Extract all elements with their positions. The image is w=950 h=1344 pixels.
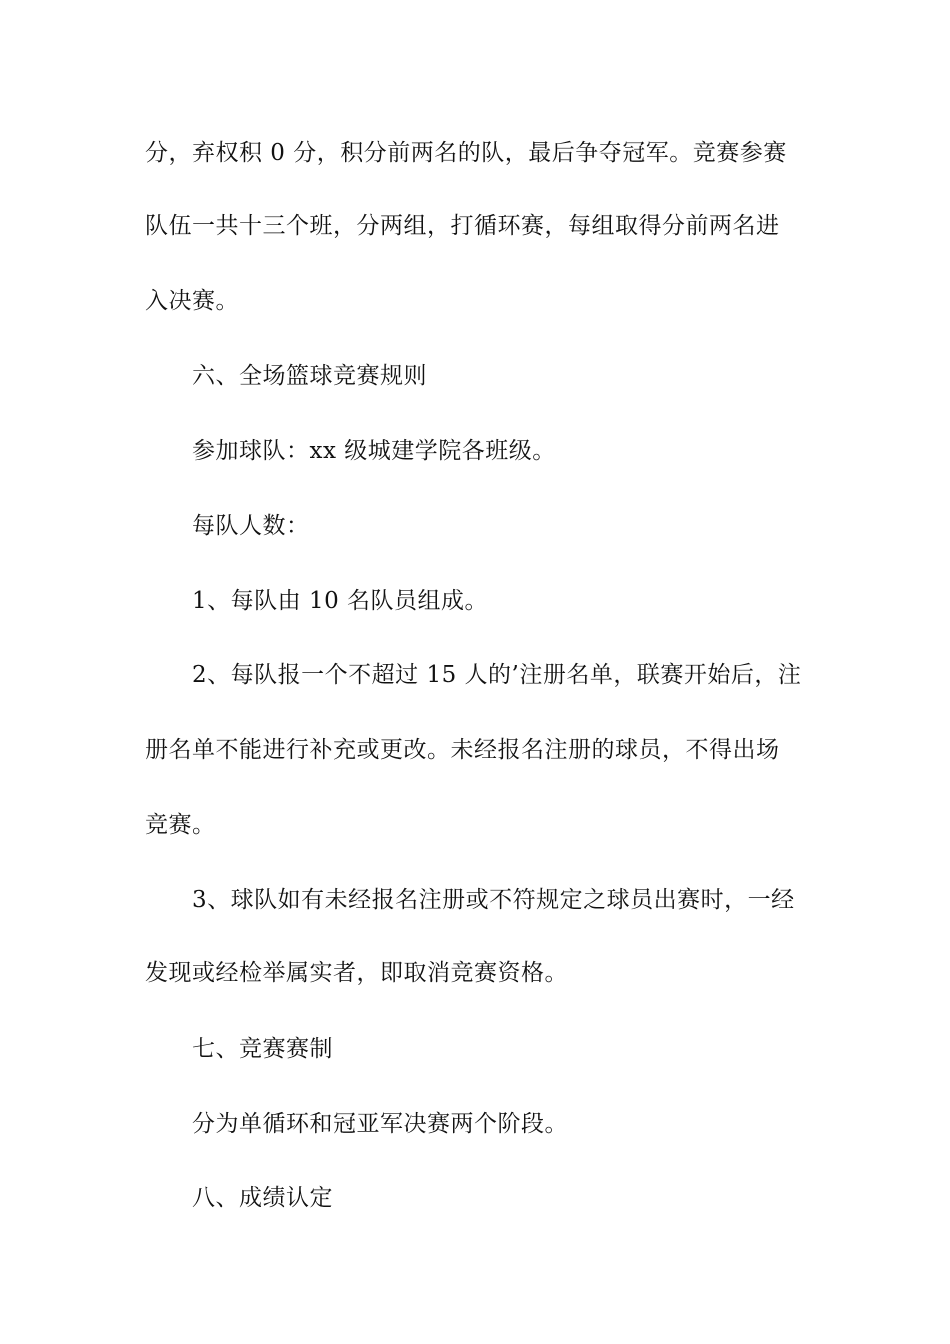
text-line: 队伍一共十三个班，分两组，打循环赛，每组取得分前两名进 [145,213,780,239]
text-line: 3、球队如有未经报名注册或不符规定之球员出赛时，一经 [192,887,795,913]
text-line: 1、每队由 10 名队员组成。 [192,588,489,614]
section-heading: 七、竞赛赛制 [192,1036,333,1062]
text-line: 每队人数： [192,513,310,539]
text-line: 2、每队报一个不超过 15 人的’注册名单，联赛开始后，注 [192,662,802,688]
section-heading: 六、全场篮球竞赛规则 [192,363,427,389]
text-line: 发现或经检举属实者，即取消竞赛资格。 [145,960,568,986]
text-line: 入决赛。 [145,288,239,314]
text-line: 参加球队：xx 级城建学院各班级。 [192,438,556,464]
text-line: 竞赛。 [145,812,216,838]
text-line: 分，弃权积 0 分，积分前两名的队，最后争夺冠军。竞赛参赛 [145,140,787,166]
section-heading: 八、成绩认定 [192,1185,333,1211]
text-line: 册名单不能进行补充或更改。未经报名注册的球员，不得出场 [145,737,780,763]
text-line: 分为单循环和冠亚军决赛两个阶段。 [192,1111,568,1137]
